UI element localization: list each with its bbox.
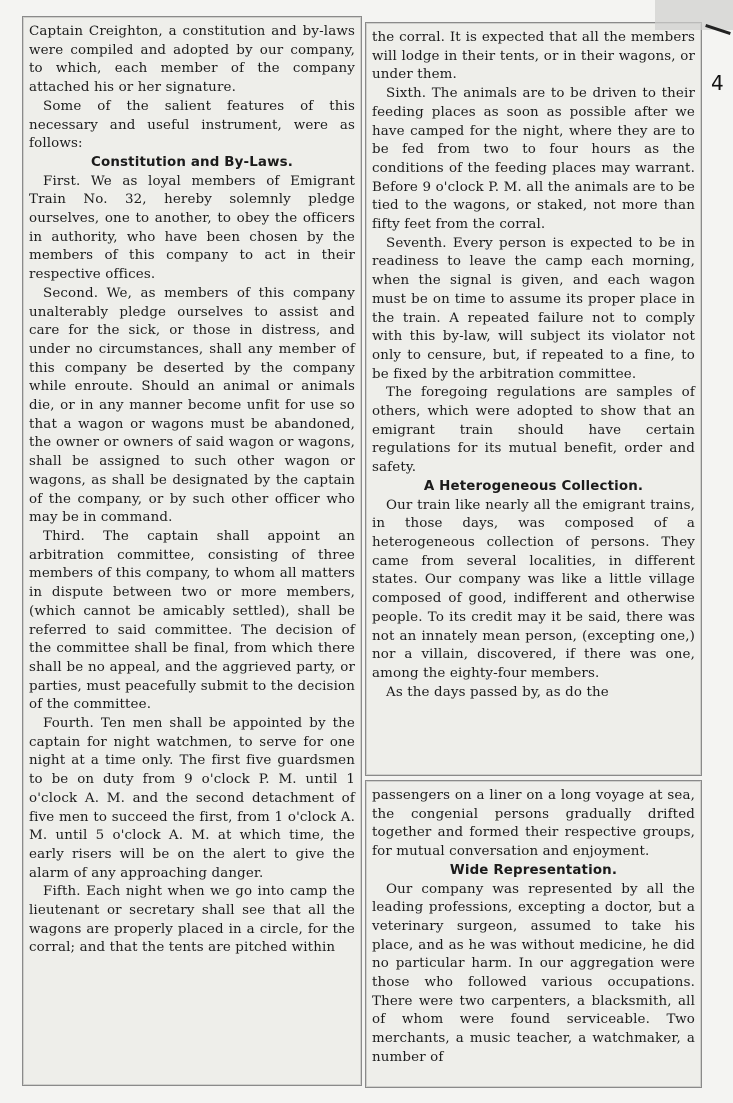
right-top-text <box>372 29 695 702</box>
page-number: 4 <box>711 71 724 95</box>
paragraph: Sixth. The animals are to be driven to their feeding places as soon as possible after we have camped for the night, where they are to be fed from two to four hours as the conditions of the feeding places may warrant. Before 9 o'clock P. M. all the animals are to be tied to the wagons, or staked, not more than fifty feet from the corral. <box>372 86 695 233</box>
section-heading: Constitution and By-Laws. <box>91 154 293 170</box>
paragraph: Third. The captain shall appoint an arbitration committee, consisting of three members of this company, to whom all matters in dispute between two or more members, (which cannot be amicably settled), shall be referred to said committee. The decision of the committee shall be final, from which there shall be no appeal, and the aggrieved party, or parties, must peacefully submit to the decision of the committee. <box>29 528 355 713</box>
paragraph: First. We as loyal members of Emigrant Train No. 32, hereby solemnly pledge ourselves, one to another, to obey the officers in authority, who have been chosen by the members of this company to act in their respective offices. <box>29 173 355 283</box>
section-heading: A Heterogeneous Collection. <box>423 478 644 494</box>
right-top-clipping <box>365 22 702 776</box>
paragraph: As the days passed by, as do the <box>386 684 609 700</box>
paragraph: Second. We, as members of this company unalterably pledge ourselves to assist and care for the sick, or those in distress, and under no circumstances, shall any member of this company be deserted by the company while enroute. Should an animal or animals die, or in any manner become unfit for use so that a wagon or wagons must be abandoned, the owner or owners of said wagon or wagons, shall be assigned to such other wagon or wagons, as shall be designated by the captain of the company, or by such other officer who may be in command. <box>29 285 355 526</box>
paragraph: the corral. It is expected that all the members will lodge in their tents, or in their wagons, or under them. <box>372 30 695 83</box>
left-column-text <box>29 23 355 958</box>
paragraph: Fourth. Ten men shall be appointed by the captain for night watchmen, to serve for one night at a time only. The first five guardsmen to be on duty from 9 o'clock P. M. until 1 o'clock A. M. and the second detachment of five men to succeed the first, from 1 o'clock A. M. until 5 o'clock A. M. at which time, the early risers will be on the alert to give the alarm of any approaching danger. <box>29 716 355 881</box>
paragraph: Seventh. Every person is expected to be in readiness to leave the camp each morning, when the signal is given, and each wagon must be on time to assume its proper place in the train. A repeated failure not to comply with this by-law, will subject its violator not only to censure, but, if repeated to a fine, to be fixed by the arbitration committee. <box>372 235 695 382</box>
paragraph: Some of the salient features of this necessary and useful instrument, were as follows: <box>29 98 355 152</box>
right-bottom-clipping <box>365 780 702 1088</box>
paragraph: The foregoing regulations are samples of others, which were adopted to show that an emigrant train should have certain regulations for its mutual benefit, order and safety. <box>372 385 695 476</box>
right-bottom-text <box>372 787 695 1068</box>
section-heading: Wide Representation. <box>449 862 618 878</box>
tape-strip <box>655 0 733 30</box>
left-column-clipping <box>22 16 362 1086</box>
paragraph: Captain Creighton, a constitution and by-laws were compiled and adopted by our company, to which, each member of the company attached his or her signature. <box>29 24 355 96</box>
paragraph: Our train like nearly all the emigrant trains, in those days, was composed of a heterogeneous collection of persons. They came from several localities, in different states. Our company was like a little village composed of good, indifferent and otherwise people. To its credit may it be said, there was not an innately mean person, (excepting one,) nor a villain, discovered, if there was one, among the eighty-four members. <box>372 497 695 681</box>
paragraph: Our company was represented by all the leading professions, excepting a doctor, but a veterinary surgeon, assumed to take his place, and as he was without medicine, he did no particular harm. In our aggregation were those who followed various occupations. There were two carpenters, a blacksmith, all of whom were found serviceable. Two merchants, a music teacher, a watchmaker, a number of <box>372 881 695 1065</box>
paragraph: passengers on a liner on a long voyage at sea, the congenial persons gradually drifted together and formed their respective groups, for mutual conversation and enjoyment. <box>372 788 695 860</box>
paragraph: Fifth. Each night when we go into camp the lieutenant or secretary shall see that all the wagons are properly placed in a circle, for the corral; and that the tents are pitched within <box>29 884 355 956</box>
